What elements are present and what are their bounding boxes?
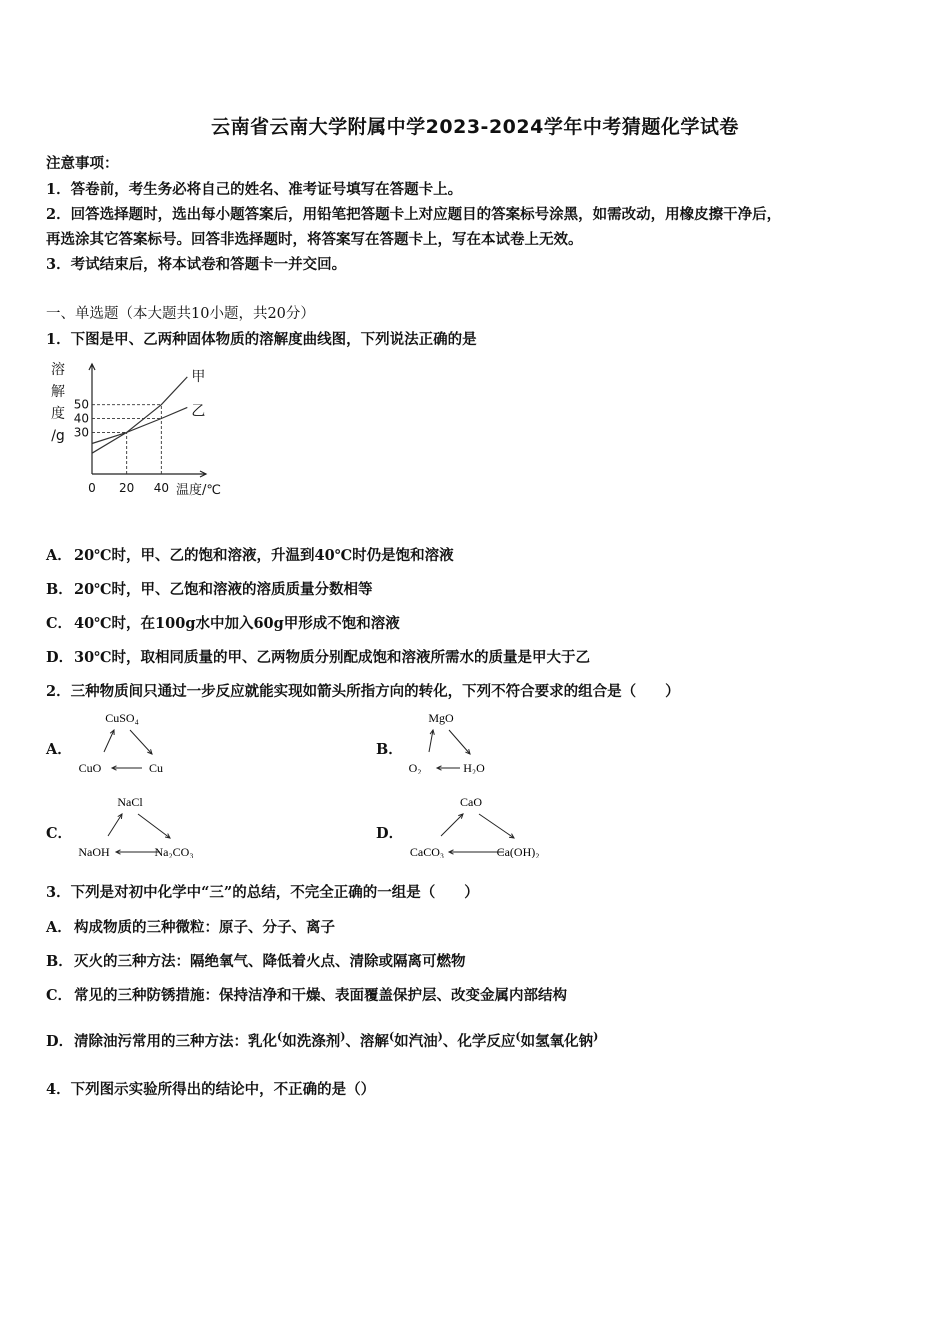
paren-close: ) [437, 1030, 443, 1044]
option-text: 20℃时，甲、乙的饱和溶液，升温到40℃时仍是饱和溶液 [74, 547, 454, 564]
notice-item: 3．考试结束后，将本试卷和答题卡一并交回。 [46, 256, 347, 273]
diagram-arrows [104, 730, 152, 770]
y-axis-label: 溶 [51, 362, 65, 378]
diagram-left: O₂ [408, 761, 422, 774]
reaction-arrow [449, 730, 470, 754]
x-tick-label: 40 [153, 481, 169, 495]
reaction-arrow [104, 730, 114, 752]
option-text: 灭火的三种方法：隔绝氧气、降低着火点、清除或隔离可燃物 [74, 953, 466, 970]
reaction-arrow [108, 814, 122, 836]
q2-option-b-letter: B． [376, 741, 403, 758]
option-text: 清除油污常用的三种方法：乳化 [74, 1033, 277, 1050]
q2-option-a-letter: A． [46, 741, 72, 758]
chart-labels [51, 361, 221, 498]
option-text: 、溶解 [345, 1033, 389, 1050]
chart-axes [89, 364, 206, 477]
y-tick-label: 40 [73, 411, 89, 426]
option-text: 构成物质的三种微粒：原子、分子、离子 [74, 919, 335, 936]
diagram-right: Na₂CO₃ [154, 845, 194, 858]
diagram-left: CuO [78, 761, 102, 774]
option-text: 常见的三种防锈措施：保持洁净和干燥、表面覆盖保护层、改变金属内部结构 [74, 987, 567, 1004]
option-text: 30℃时，取相同质量的甲、乙两物质分别配成饱和溶液所需水的质量是甲大于乙 [74, 649, 591, 666]
option-letter: D． [46, 1033, 74, 1050]
solubility-chart [44, 356, 244, 506]
q2-option-c-letter: C． [46, 825, 73, 842]
option-letter: A． [46, 919, 72, 936]
y-tick-label: 50 [73, 397, 89, 412]
x-axis-label: 温度/℃ [176, 483, 221, 498]
paren-open: ( [277, 1030, 283, 1044]
option-text: 、化学反应 [442, 1033, 516, 1050]
y-axis-label: 解 [51, 384, 65, 400]
notice-item: 2．回答选择题时，选出每小题答案后，用铅笔把答题卡上对应题目的答案标号涂黑，如需改动，用橡皮擦干净后， [46, 206, 782, 223]
paren-close: ) [593, 1030, 599, 1044]
series-label: 乙 [191, 403, 206, 420]
option-text: 20℃时，甲、乙饱和溶液的溶质质量分数相等 [74, 581, 373, 598]
q1-option-a [46, 544, 454, 565]
option-letter: D． [46, 649, 74, 666]
option-text: 40℃时，在100g水中加入60g甲形成不饱和溶液 [74, 615, 400, 632]
option-text: 如洗涤剂 [282, 1033, 341, 1050]
diagram-right: Ca(OH)₂ [496, 845, 540, 858]
q3-option-b [46, 950, 466, 971]
x-tick-label: 0 [88, 481, 96, 495]
diagram-right: Cu [148, 761, 164, 774]
q3-option-a [46, 916, 335, 937]
y-axis-label: 度 [51, 406, 65, 422]
section-heading: 一、单选题（本大题共10小题，共20分） [46, 306, 315, 322]
option-letter: B． [46, 953, 73, 970]
y-axis-label: /g [51, 428, 65, 444]
option-text: 如氢氧化钠 [520, 1033, 594, 1050]
diagram-left: NaOH [78, 845, 110, 858]
reaction-arrow [138, 814, 170, 838]
reaction-arrow [441, 814, 463, 836]
diagram-left: CaCO₃ [409, 845, 445, 858]
diagram-top: NaCl [117, 795, 143, 809]
diagram-top: MgO [428, 711, 454, 725]
y-tick-label: 30 [73, 425, 89, 440]
chart-series [92, 377, 187, 453]
q2-option-a-diagram [72, 708, 222, 774]
series-line [92, 377, 187, 453]
q2-option-d-letter: D． [376, 825, 404, 842]
q2-option-d-diagram [406, 792, 556, 858]
question-3-stem: 3．下列是对初中化学中“三”的总结，不完全正确的一组是（ ） [46, 884, 479, 901]
q1-option-d [46, 646, 590, 667]
reaction-arrow [130, 730, 152, 754]
q1-option-c [46, 612, 400, 633]
reaction-arrow [479, 814, 514, 838]
paren-open: ( [515, 1030, 521, 1044]
diagram-top: CaO [460, 795, 482, 809]
question-2-stem: 2．三种物质间只通过一步反应就能实现如箭头所指方向的转化，下列不符合要求的组合是（ ） [46, 683, 680, 700]
series-line [92, 407, 187, 443]
notice-heading: 注意事项： [46, 155, 119, 172]
notice-item: 1．答卷前，考生务必将自己的姓名、准考证号填写在答题卡上。 [46, 181, 463, 198]
diagram-top: CuSO₄ [105, 711, 139, 725]
option-letter: C． [46, 615, 73, 632]
series-label: 甲 [191, 368, 206, 385]
chart-guides [92, 405, 161, 474]
notice-item: 再选涂其它答案标号。回答非选择题时，将答案写在答题卡上，写在本试卷上无效。 [46, 231, 583, 248]
option-letter: B． [46, 581, 73, 598]
q2-option-b-diagram [390, 708, 540, 774]
q2-option-c-diagram [76, 792, 226, 858]
option-text: 如汽油 [394, 1033, 438, 1050]
question-4-stem: 4．下列图示实验所得出的结论中，不正确的是（） [46, 1081, 376, 1098]
q1-option-b [46, 578, 373, 599]
q3-option-d [46, 1030, 598, 1051]
x-tick-label: 20 [119, 481, 135, 495]
paren-close: ) [340, 1030, 346, 1044]
diagram-right: H₂O [463, 761, 485, 774]
option-letter: C． [46, 987, 73, 1004]
question-1-stem: 1．下图是甲、乙两种固体物质的溶解度曲线图，下列说法正确的是 [46, 331, 477, 348]
option-letter: A． [46, 547, 72, 564]
page-title: 云南省云南大学附属中学2023-2024学年中考猜题化学试卷 [211, 116, 739, 138]
q3-option-c [46, 984, 567, 1005]
paren-open: ( [388, 1030, 395, 1044]
